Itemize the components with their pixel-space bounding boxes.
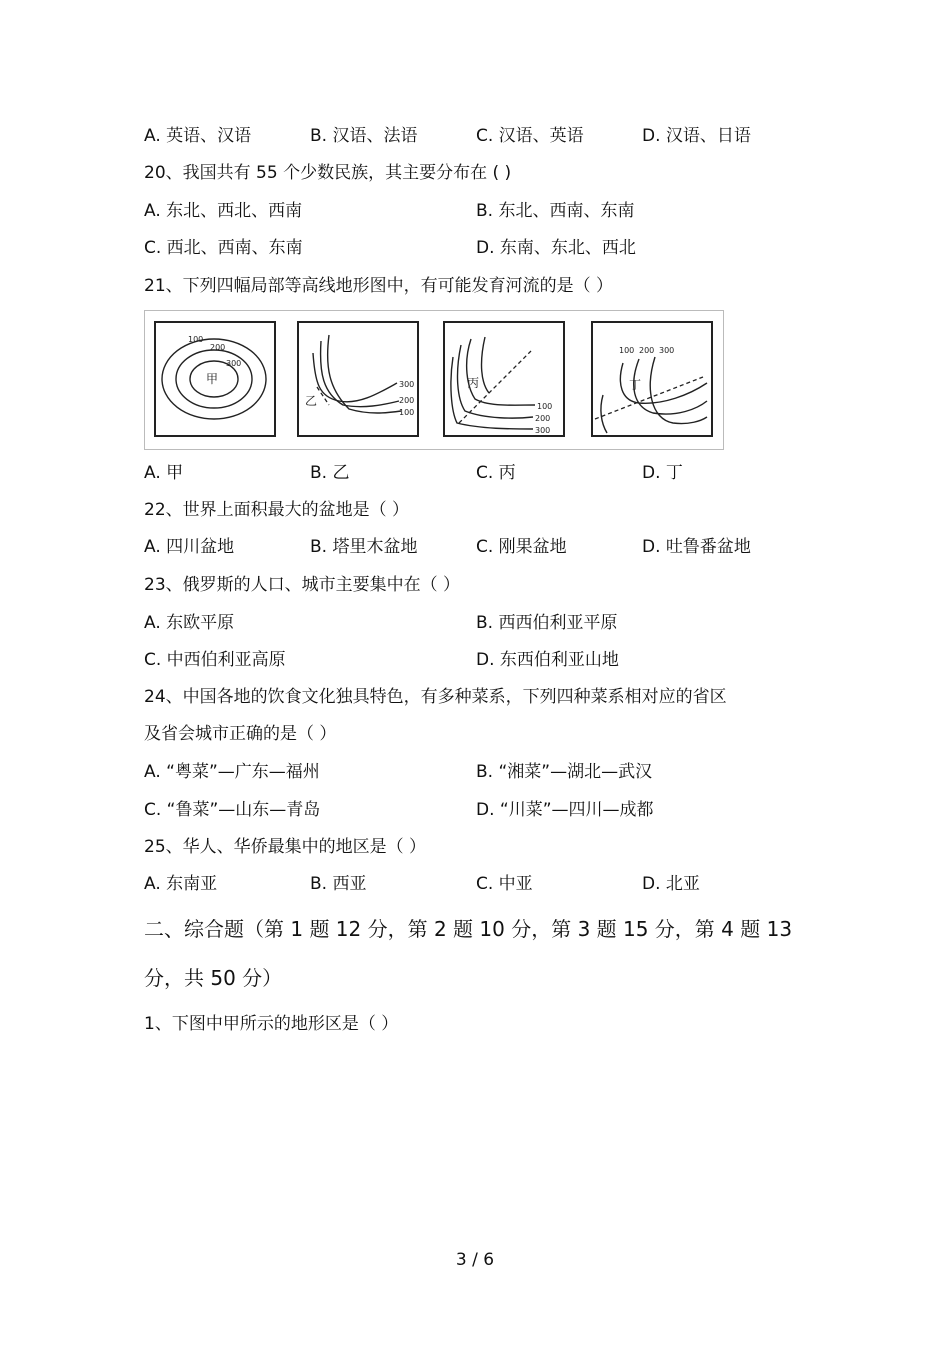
map-mark-bing: 丙 — [467, 376, 480, 390]
contour-label: 300 — [399, 380, 415, 389]
q21-question: 21、下列四幅局部等高线地形图中，有可能发育河流的是（ ） — [144, 276, 614, 296]
contour-label: 300 — [226, 359, 242, 368]
q20-question: 20、我国共有 55 个少数民族，其主要分布在 ( ) — [144, 163, 512, 183]
contour-label: 200 — [210, 343, 226, 352]
q23-option-d[interactable]: D. 东西伯利亚山地 — [476, 650, 619, 670]
map-mark-yi: 乙 — [305, 394, 318, 408]
contour-maps-figure — [144, 310, 724, 450]
s2-q1-question: 1、下图中甲所示的地形区是（ ） — [144, 1014, 399, 1034]
q21-option-b[interactable]: B. 乙 — [310, 463, 350, 483]
q23-option-c[interactable]: C. 中西伯利亚高原 — [144, 650, 286, 670]
q24-question-line1: 24、中国各地的饮食文化独具特色，有多种菜系，下列四种菜系相对应的省区 — [144, 687, 727, 707]
q19-option-c[interactable]: C. 汉语、英语 — [476, 126, 584, 146]
contour-label: 200 — [535, 414, 551, 423]
q22-option-b[interactable]: B. 塔里木盆地 — [310, 537, 418, 557]
q20-option-d[interactable]: D. 东南、东北、西北 — [476, 238, 636, 258]
q24-option-a[interactable]: A. “粤菜”—广东—福州 — [144, 762, 320, 782]
q19-option-a[interactable]: A. 英语、汉语 — [144, 126, 252, 146]
contour-label: 200 — [639, 346, 655, 355]
section2-heading-line1: 二、综合题（第 1 题 12 分，第 2 题 10 分，第 3 题 15 分，第 4 题 13 — [144, 917, 793, 941]
contour-label: 100 — [619, 346, 635, 355]
contour-label: 100 — [537, 402, 553, 411]
q21-option-a[interactable]: A. 甲 — [144, 463, 184, 483]
contour-map-bing — [443, 321, 565, 437]
q21-option-c[interactable]: C. 丙 — [476, 463, 516, 483]
page-number: 3 / 6 — [455, 1250, 495, 1270]
contour-map-ding — [591, 321, 713, 437]
map-mark-ding: 丁 — [629, 378, 642, 392]
q24-option-d[interactable]: D. “川菜”—四川—成都 — [476, 800, 654, 820]
q25-option-c[interactable]: C. 中亚 — [476, 874, 533, 894]
q25-option-d[interactable]: D. 北亚 — [642, 874, 700, 894]
q22-option-d[interactable]: D. 吐鲁番盆地 — [642, 537, 751, 557]
q20-option-b[interactable]: B. 东北、西南、东南 — [476, 201, 635, 221]
q23-option-a[interactable]: A. 东欧平原 — [144, 613, 235, 633]
q21-option-d[interactable]: D. 丁 — [642, 463, 683, 483]
contour-label: 300 — [535, 426, 551, 435]
contour-map-jia — [154, 321, 276, 437]
q22-option-c[interactable]: C. 刚果盆地 — [476, 537, 567, 557]
q22-question: 22、世界上面积最大的盆地是（ ） — [144, 500, 410, 520]
contour-label: 100 — [399, 408, 415, 417]
q24-option-c[interactable]: C. “鲁菜”—山东—青岛 — [144, 800, 321, 820]
q20-option-a[interactable]: A. 东北、西北、西南 — [144, 201, 303, 221]
contour-label: 200 — [399, 396, 415, 405]
q24-option-b[interactable]: B. “湘菜”—湖北—武汉 — [476, 762, 653, 782]
q19-option-b[interactable]: B. 汉语、法语 — [310, 126, 418, 146]
q24-question-line2: 及省会城市正确的是（ ） — [144, 724, 337, 744]
q23-option-b[interactable]: B. 西西伯利亚平原 — [476, 613, 618, 633]
section2-heading-line2: 分，共 50 分） — [144, 966, 283, 990]
q19-option-d[interactable]: D. 汉语、日语 — [642, 126, 751, 146]
contour-map-yi — [297, 321, 419, 437]
q20-option-c[interactable]: C. 西北、西南、东南 — [144, 238, 303, 258]
q23-question: 23、俄罗斯的人口、城市主要集中在（ ） — [144, 575, 461, 595]
contour-label: 300 — [659, 346, 675, 355]
map-mark-jia: 甲 — [206, 372, 219, 386]
q25-option-a[interactable]: A. 东南亚 — [144, 874, 218, 894]
q25-option-b[interactable]: B. 西亚 — [310, 874, 367, 894]
q25-question: 25、华人、华侨最集中的地区是（ ） — [144, 837, 427, 857]
contour-label: 100 — [188, 335, 204, 344]
q22-option-a[interactable]: A. 四川盆地 — [144, 537, 235, 557]
